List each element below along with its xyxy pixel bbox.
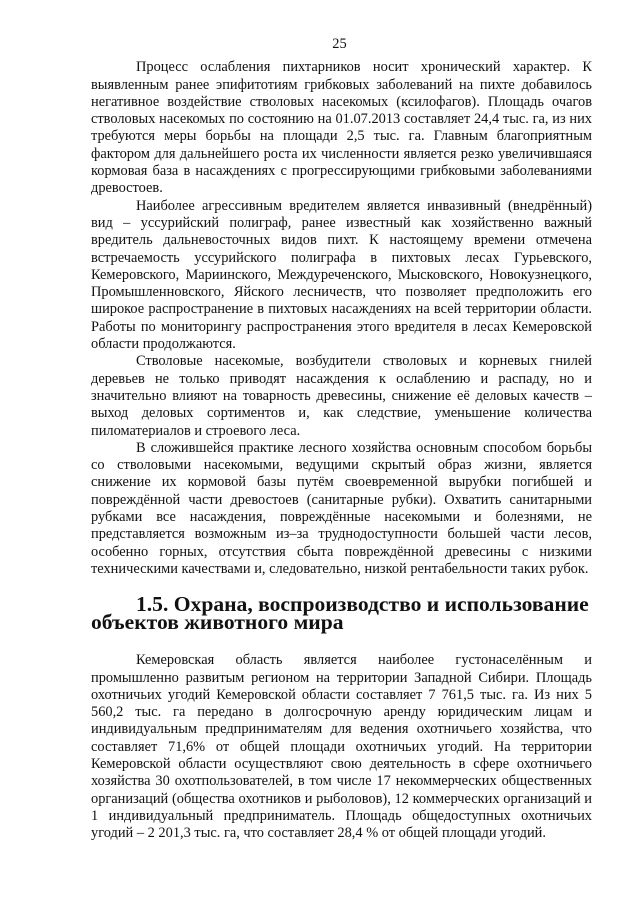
page-number: 25 (332, 36, 347, 52)
paragraph-stem-insects-effects: Стволовые насекомые, возбудители стволовых и корневых гнилей деревьев не только приводят насаждения к ослаблению и распаду, но и значительно влияют на товарность древесины, снижение её деловых качеств – выход деловых сортиментов и, как следствие, уменьшение количества пиломатериалов и строевого леса. (91, 353, 592, 439)
section-heading: 1.5. Охрана, воспроизводство и использование объектов животного мира (91, 592, 589, 635)
paragraph-ussuri-polygraph: Наиболее агрессивным вредителем является инвазивный (внедрённый) вид – уссурийский полиграф, ранее известный как хозяйственно важный вредитель дальневосточных видов пихт. К настоящему времени отмечена встречаемость уссурийского полиграфа в пихтовых лесах Гурьевского, Кемеровского, Мариинского, Междуреченского, Мысковского, Новокузнецкого, Промышленновского, Яйского лесничеств, что позволяет предположить его широкое распространение в пихтовых насаждениях на всей территории области. Работы по мониторингу распространения этого вредителя в лесах Кемеровской области продолжаются. (91, 197, 592, 353)
paragraph-fir-weakening: Процесс ослабления пихтарников носит хронический характер. К выявленным ранее эпифитотиям грибковых заболеваний на пихте добавилось негативное воздействие стволовых насекомых (ксилофагов). Площадь очагов стволовых насекомых по состоянию на 01.07.2013 составляет 24,4 тыс. га, из них требуются меры борьбы на площади 2,5 тыс. га. Главным благоприятным фактором для дальнейшего роста их численности является резко увеличившаяся кормовая база в насаждениях с прогрессирующими грибковыми заболеваниями древостоев. (91, 59, 592, 197)
paragraph-hunting-grounds: Кемеровская область является наиболее густонаселённым и промышленно развитым регионом на территории Западной Сибири. Площадь охотничьих угодий Кемеровской области составляет 7 761,5 тыс. га. Из них 5 560,2 тыс. га передано в долгосрочную аренду юридическим лицам и индивидуальным предпринимателям для ведения охотничьего хозяйства, что составляет 71,6% от общей площади охотничьих угодий. На территории Кемеровской области осуществляют свою деятельность в сфере охотничьего хозяйства 30 охотпользователей, в том числе 17 некоммерческих общественных организаций (общества охотников и рыболовов), 12 коммерческих организаций и 1 индивидуальный предприниматель. Площадь общедоступных охотничьих угодий – 2 201,3 тыс. га, что составляет 28,4 % от общей площади угодий. (91, 652, 592, 842)
paragraph-sanitary-felling: В сложившейся практике лесного хозяйства основным способом борьбы со стволовыми насекомыми, ведущими скрытый образ жизни, является снижение их кормовой базы путём своевременной вырубки погибшей и повреждённой части древостоев (санитарные рубки). Охватить санитарными рубками все насаждения, повреждённые насекомыми и болезнями, не представляется возможным из–за труднодоступности большей части лесов, особенно горных, отсутствия сбыта повреждённой древесины с низкими техническими качествами и, следовательно, низкой рентабельности таких рубок. (91, 439, 592, 577)
